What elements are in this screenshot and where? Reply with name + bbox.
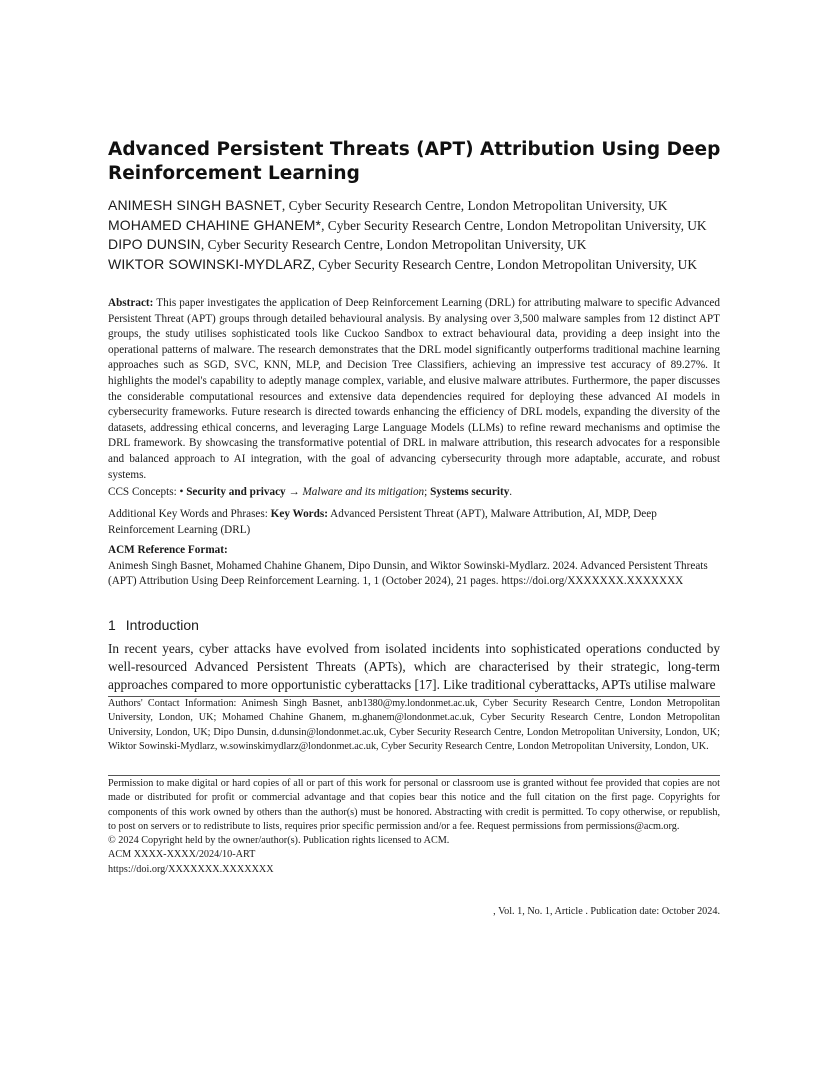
permission-notice — [108, 777, 720, 877]
abstract — [108, 296, 720, 483]
paper-title — [108, 138, 728, 186]
page-footer: , Vol. 1, No. 1, Article . Publication date: October 2024. — [493, 906, 720, 917]
section-title: Introduction — [125, 617, 199, 633]
author-entry — [108, 196, 723, 216]
ccs-arrow: → — [288, 486, 300, 498]
author-contact-info: Authors' Contact Information: Animesh Singh Basnet, anb1380@my.londonmet.ac.uk, Cyber Security Research Centre, London Metropolitan University, London, UK; Mohamed Chahine Ghanem, m.ghanem@londonmet.ac.uk, Cyber Security Research Centre, London Metropolitan University, London, UK; Dipo Dunsin, d.dunsin@londonmet.ac.uk, Cyber Security Research Centre, London Metropolitan University, London, UK; Wiktor Sowinski-Mydlarz, w.sowinskimydlarz@londonmet.ac.uk, Cyber Security Research Centre, London Metropolitan University, London, UK. — [108, 698, 720, 752]
author-name: WIKTOR SOWINSKI-MYDLARZ — [108, 255, 312, 272]
footnote-divider — [108, 775, 720, 776]
acm-reference-label: ACM Reference Format: — [108, 544, 228, 556]
title-line-2: Reinforcement Learning — [108, 163, 360, 184]
acm-reference — [108, 543, 720, 590]
ccs-separator: ; — [424, 486, 428, 498]
abstract-text: This paper investigates the application of Deep Reinforcement Learning (DRL) for attributing malware to specific Advanced Persistent Threat (APT) groups through detailed behavioural analysis. By analysing over 3,500 malware samples from 12 distinct APT groups, the study utilises sophisticated tools like Cuckoo Sandbox to extract behavioural data, providing a deep insight into the operational patterns of malware. The research demonstrates that the DRL model significantly outperforms traditional machine learning approaches such as SGD, SVC, KNN, MLP, and Decision Tree Classifiers, achieving an impressive test accuracy of 89.27%. It highlights the model's capability to adeptly manage complex, variable, and elusive malware attributes. Furthermore, the paper discusses the considerable computational resources and extensive data dependencies required for deploying these advanced AI models in cybersecurity frameworks. Future research is directed towards enhancing the efficiency of DRL models, expanding the diversity of the datasets, addressing ethical concerns, and leveraging Large Language Models (LLMs) to refine reward mechanisms and optimise the DRL framework. By showcasing the transformative potential of DRL in malware attribution, this research advocates for a responsible and balanced approach to AI integration, with the goal of advancing cybersecurity through more adaptable, accurate, and robust systems. — [108, 297, 720, 481]
acm-reference-text: Animesh Singh Basnet, Mohamed Chahine Ghanem, Dipo Dunsin, and Wiktor Sowinski-Mydlarz. 2024. Advanced Persistent Threats (APT) Attribution Using Deep Reinforcement Learning. 1, 1 (October 2024), 21 pages. https://doi.org/XXXXXXX.XXXXXXX — [108, 559, 708, 588]
ccs-label: CCS Concepts: • — [108, 486, 184, 498]
intro-paragraph: In recent years, cyber attacks have evolved from isolated incidents into sophisticated operations conducted by well-resourced Advanced Persistent Threats (APTs), which are characterised by their strategic, long-term approaches compared to more opportunistic cyberattacks [17]. Like traditional cyberattacks, APTs utilise malware — [108, 641, 720, 692]
abstract-label: Abstract: — [108, 297, 154, 309]
author-affiliation: , Cyber Security Research Centre, London Metropolitan University, UK — [311, 256, 698, 272]
author-affiliation: , Cyber Security Research Centre, London Metropolitan University, UK — [200, 237, 587, 252]
title-line-1: Advanced Persistent Threats (APT) Attribution Using Deep — [108, 139, 721, 160]
author-list — [108, 196, 723, 274]
ccs-concept: Security and privacy — [186, 486, 286, 498]
author-name: ANIMESH SINGH BASNET — [108, 197, 282, 213]
keywords — [108, 507, 720, 538]
keywords-text: Advanced Persistent Threat (APT), Malware Attribution, AI, MDP, Deep Reinforcement Learning (DRL) — [108, 508, 657, 536]
doi-line: https://doi.org/XXXXXXX.XXXXXXX — [108, 863, 274, 875]
ccs-concept: Systems security — [430, 486, 510, 498]
author-name: DIPO DUNSIN — [108, 236, 201, 252]
author-entry — [108, 255, 723, 275]
keywords-label: Additional Key Words and Phrases: — [108, 508, 268, 520]
section-heading — [108, 617, 199, 633]
author-affiliation: , Cyber Security Research Centre, London Metropolitan University, UK — [321, 217, 707, 233]
ccs-end: . — [509, 486, 513, 498]
keywords-sublabel: Key Words: — [270, 508, 328, 520]
author-affiliation: , Cyber Security Research Centre, London Metropolitan University, UK — [281, 198, 668, 213]
copyright-line: © 2024 Copyright held by the owner/author(s). Publication rights licensed to ACM. — [108, 835, 450, 847]
ccs-concepts — [108, 485, 720, 501]
author-name: MOHAMED CHAHINE GHANEM* — [108, 216, 322, 233]
author-entry — [108, 216, 723, 236]
permission-text: Permission to make digital or hard copies of all or part of this work for personal or classroom use is granted without fee provided that copies are not made or distributed for profit or commercial advantage and that copies bear this notice and the full citation on the first page. Copyrights for components of this work owned by others than the author(s) must be honored. Abstracting with credit is permitted. To copy otherwise, or republish, to post on servers or to redistribute to lists, requires prior specific permission and/or a fee. Request permissions from permissions@acm.org. — [108, 778, 720, 832]
section-number: 1 — [108, 617, 116, 633]
issn-line: ACM XXXX-XXXX/2024/10-ART — [108, 849, 256, 861]
author-entry — [108, 235, 723, 255]
ccs-concept: Malware and its mitigation — [302, 486, 425, 498]
